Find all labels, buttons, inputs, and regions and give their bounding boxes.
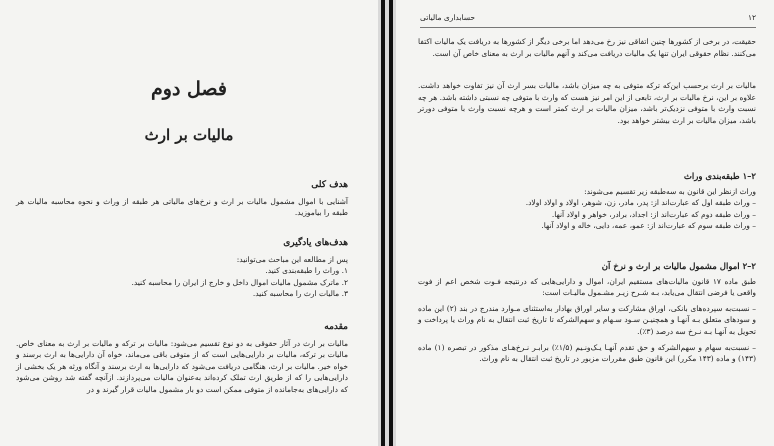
section-1-intro: وراث ازنظر این قانون به سه‌طبقه زیر تقسیم می‌شوند: [584, 186, 756, 196]
running-header [420, 13, 756, 22]
right-page [396, 0, 774, 446]
page-divider [389, 0, 393, 446]
left-page [0, 0, 378, 446]
section-1-heading: ۲–۱ طبقه‌بندی وراث [683, 172, 756, 182]
learning-goals-section [16, 238, 348, 300]
section-2-bullet-1: – نسبت‌به سپرده‌های بانکی، اوراق مشارکت و سایر اوراق بهادار به‌استثنای مـوارد مندرج در بند (۲) این ماده و سودهای متعلق بـه آنهـا و همچنیـن سـود سـهام و سهم‌الشرکه تا تاریخ ثبت انتقال به نام وراث یا پرداخت و تحویل به آنهـا بـه نـرخ سه درصد (۳٪). [418, 303, 757, 336]
page-number: ۱۲ [747, 13, 756, 22]
goal-section [16, 180, 348, 219]
section-2-heading: ۲–۲ اموال مشمول مالیات بر ارث و نرخ آن [601, 262, 756, 272]
page-divider [381, 0, 385, 446]
para-1: حقیقت، در برخی از کشورها چنین اتفاقی نیز رخ می‌دهد اما برخی دیگر از کشورها به دریافت یک مالیات اکتفا می‌کنند. نظام حقوقی ایران تنها یک مالیات دریافت می‌کند و آنهم مالیات بر ارث به معنای خاص آن است. [418, 37, 756, 58]
heir-class-item: – وراث طبقه اول که عبارت‌اند از: پدر، مادر، زن، شوهر، اولاد و اولاد اولاد. [525, 198, 756, 208]
heir-class-item: – وراث طبقه سوم که عبارت‌اند از: عمو، عمه، دایی، خاله و اولاد آنها. [541, 221, 756, 231]
chapter-title: فصل دوم [151, 78, 227, 100]
learning-goals-intro: پس از مطالعه این مباحث می‌توانید: [236, 254, 348, 264]
goal-heading: هدف کلی [311, 180, 348, 190]
section-heir-classes [418, 172, 756, 232]
heir-class-item: – وراث طبقه دوم که عبارت‌اند از: اجداد، برادر، خواهر و اولاد آنها. [551, 209, 756, 219]
intro-heading: مقدمه [324, 322, 348, 332]
intro-text: مالیات بر ارث در آثار حقوقی به دو نوع تقسیم می‌شود: مالیات بر ترکه و مالیات بر ارث به معنای خاص. مالیات بر ترکه، مالیات بر دارایی‌هایی است که از متوفی باقی می‌ماند، خواه آن دارایی‌ها به ارث برسند و خواه خیر. مالیات بر ارث، هنگامی دریافت می‌شود که دارایی‌ها به ارث برسند و آنگاه ورثه هر یک بخشی از دارایی‌هایی را که از طریق ارث تملک کرده‌اند به‌عنوان مالیات می‌پردازند. ازآنچه گفته شد روشن می‌شود که دارایی‌های به‌جامانده از متوفی ممکن است دو بار مشمول مالیات قرار گیرند و در [16, 338, 348, 394]
running-header-title: حسابداری مالیاتی [420, 13, 476, 22]
para-2: مالیات بر ارث برحسب این‌که ترکه متوفی به چه میزان باشد، مالیات بسر ارث آن نیز تفاوت خواهد داشت. علاوه بر این، نرخ مالیات بر ارث، تابعی از این امر نیز هست که وارث با متوفی چه نسبتی داشته باشد. هر چه نسبت وارث با متوفی نزدیک‌تر باشد، میزان مالیات بر ارث کمتر است و هرچه نسبت وارث با متوفی دورتر باشد، میزان مالیات بر ارث بیشتر خواهد بود. [418, 81, 756, 125]
section-taxable-assets [418, 262, 756, 365]
header-rule [420, 27, 756, 28]
section-2-para: طبق ماده ۱۷ قانون مالیات‌های مستقیم ایران، اموال و دارایی‌هایی که درنتیجه فـوت شخص اعم از فوت واقعی یا فرضی انتقال می‌یابد، بـه شـرح زیـر مشـمول مالیـات است: [418, 276, 756, 298]
subject-title: مالیات بر ارث [144, 126, 234, 144]
learning-goals-heading: هدف‌های یادگیری [283, 238, 348, 248]
learning-goal-item: ۲. ماترک مشمول مالیات اموال داخل و خارج از ایران را محاسبه کنید. [131, 277, 348, 287]
goal-text: آشنایی با اموال مشمول مالیات بر ارث و نرخ‌های مالیاتی هر طبقه از وراث و نحوه محاسبه مالیات هر طبقه را بیاموزید. [16, 196, 348, 218]
learning-goal-item: ۱. وراث را طبقه‌بندی کنید. [265, 266, 348, 276]
intro-section [16, 322, 348, 396]
learning-goal-item: ۳. مالیات ارث را محاسبه کنید. [252, 289, 348, 299]
section-2-bullet-2: – نسبت‌به سهام و سهم‌الشرکه و حق تقدم آنهـا یـک‌ونـیم (۱/۵٪) برابـر نـرخ‌هـای مذکور در تبصره (۱) ماده (۱۴۳) و ماده (۱۴۳ مکرر) این قانون طبق مقررات مزبور در تاریخ ثبت انتقال به نام وراث. [418, 342, 756, 364]
